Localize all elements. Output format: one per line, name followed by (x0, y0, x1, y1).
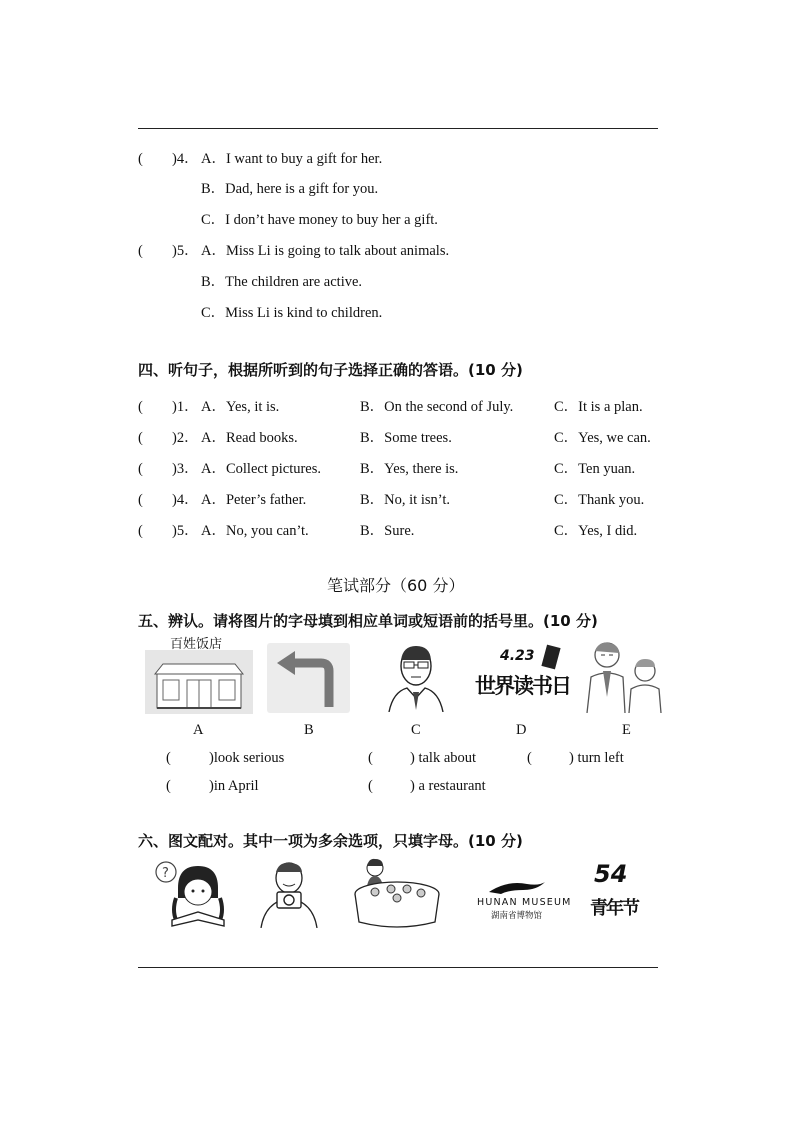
s4-q1-c: C．It is a plan. (554, 399, 643, 415)
bottom-rule (138, 967, 658, 968)
dinner-table-picture (351, 856, 443, 928)
svg-text:?: ? (162, 866, 169, 881)
label-a: A (193, 722, 204, 738)
blank-talk-about: ) talk about (410, 750, 477, 766)
written-part-title: 笔试部分（60 分） (327, 576, 465, 595)
museum-name-cn: 湖南省博物馆 (491, 911, 543, 921)
s4-q4-b: B．No, it isn’t. (360, 492, 450, 508)
s4-q1-a: A．Yes, it is. (201, 399, 280, 415)
youth-day-text: 青年节 (590, 898, 638, 919)
girl-reading-picture (152, 858, 236, 928)
youth-day-number: 54 (594, 860, 628, 888)
talking-people-picture (585, 637, 665, 713)
s4-q5-c: C．Yes, I did. (554, 523, 638, 539)
s4-q1-b: B．On the second of July. (360, 399, 514, 415)
boy-camera-picture (255, 858, 323, 928)
q4-option-a: A．I want to buy a gift for her. (201, 151, 383, 167)
q5-paren: ( (138, 243, 143, 259)
blank-restaurant-open: ( (368, 778, 373, 794)
blank-turn-left: ) turn left (569, 750, 624, 766)
label-c: C (411, 722, 421, 738)
s4-q4-a: A．Peter’s father. (201, 492, 307, 508)
s4-q4-num: )4． (172, 492, 199, 508)
s4-q3-b: B．Yes, there is. (360, 461, 459, 477)
s4-q3-paren: ( (138, 461, 143, 477)
s4-q5-a: A．No, you can’t. (201, 523, 309, 539)
s4-q4-paren: ( (138, 492, 143, 508)
q4-paren: ( (138, 151, 143, 167)
blank-look-serious-open: ( (166, 750, 171, 766)
blank-in-april: )in April (209, 778, 259, 794)
museum-logo-icon (487, 878, 547, 896)
turn-left-arrow-picture (267, 643, 350, 713)
blank-talk-about-open: ( (368, 750, 373, 766)
s4-q3-c: C．Ten yuan. (554, 461, 636, 477)
q5-option-a: A．Miss Li is going to talk about animals. (201, 243, 450, 259)
reading-day-date: 4.23 (500, 648, 535, 664)
s4-q1-paren: ( (138, 399, 143, 415)
label-b: B (304, 722, 314, 738)
s4-q2-c: C．Yes, we can. (554, 430, 651, 446)
s4-q5-paren: ( (138, 523, 143, 539)
blank-restaurant: ) a restaurant (410, 778, 486, 794)
s4-q4-c: C．Thank you. (554, 492, 645, 508)
q4-option-b: B．Dad, here is a gift for you. (201, 181, 379, 197)
s4-q5-num: )5． (172, 523, 199, 539)
q5-option-b: B．The children are active. (201, 274, 363, 290)
serious-man-picture (385, 640, 447, 712)
s4-q1-num: )1． (172, 399, 199, 415)
s4-q2-b: B．Some trees. (360, 430, 452, 446)
restaurant-sign: 百姓饭店 (170, 637, 223, 652)
reading-day-chars: 世界读书日 (475, 674, 570, 698)
s4-q3-num: )3． (172, 461, 199, 477)
s4-q3-a: A．Collect pictures. (201, 461, 322, 477)
label-d: D (516, 722, 527, 738)
s4-q2-a: A．Read books. (201, 430, 298, 446)
blank-look-serious: )look serious (209, 750, 285, 766)
museum-name-en: HUNAN MUSEUM (477, 897, 572, 908)
section5-title: 五、辨认。请将图片的字母填到相应单词或短语前的括号里。(10 分) (138, 612, 598, 630)
blank-turn-left-open: ( (527, 750, 532, 766)
section4-title: 四、听句子，根据所听到的句子选择正确的答语。(10 分) (138, 361, 523, 379)
q5-number: )5． (172, 243, 199, 259)
q4-option-c: C．I don’t have money to buy her a gift. (201, 212, 438, 228)
s4-q2-num: )2． (172, 430, 199, 446)
q5-option-c: C．Miss Li is kind to children. (201, 305, 383, 321)
s4-q2-paren: ( (138, 430, 143, 446)
label-e: E (622, 722, 631, 738)
top-rule (138, 128, 658, 129)
s4-q5-b: B．Sure. (360, 523, 415, 539)
section6-title: 六、图文配对。其中一项为多余选项，只填字母。(10 分) (138, 832, 523, 850)
q4-number: )4． (172, 151, 199, 167)
blank-in-april-open: ( (166, 778, 171, 794)
